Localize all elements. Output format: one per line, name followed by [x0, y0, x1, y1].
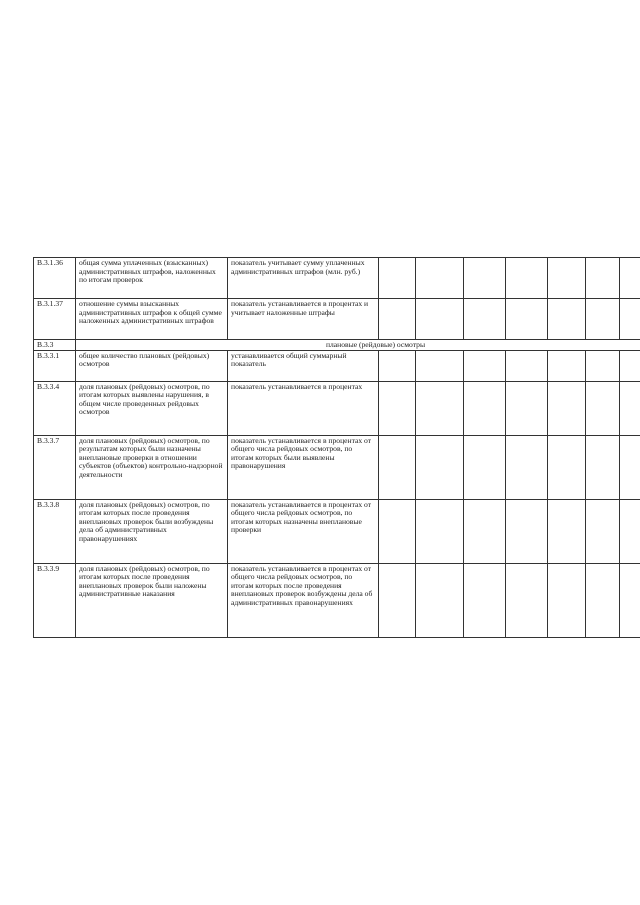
- document-sheet: [33, 257, 640, 638]
- value-cell: [548, 435, 586, 499]
- value-cell: [506, 258, 548, 299]
- indicator-method: показатель устанавливается в процентах и учитывает наложенные штрафы: [228, 299, 379, 340]
- value-cell: [586, 435, 620, 499]
- value-cell: [416, 350, 464, 381]
- value-cell: [416, 563, 464, 637]
- indicator-code: В.3.3.4: [34, 381, 76, 435]
- value-cell: [379, 350, 416, 381]
- value-cell: [379, 258, 416, 299]
- value-cell: [548, 381, 586, 435]
- value-cell: [620, 350, 640, 381]
- value-cell: [506, 299, 548, 340]
- value-cell: [506, 435, 548, 499]
- value-cell: [586, 299, 620, 340]
- indicator-code: В.3.3.1: [34, 350, 76, 381]
- section-row: [34, 340, 640, 351]
- value-cell: [416, 435, 464, 499]
- value-cell: [586, 499, 620, 563]
- value-cell: [379, 435, 416, 499]
- value-cell: [586, 258, 620, 299]
- value-cell: [464, 499, 506, 563]
- value-cell: [620, 563, 640, 637]
- value-cell: [586, 350, 620, 381]
- value-cell: [548, 563, 586, 637]
- indicator-code: В.3.1.37: [34, 299, 76, 340]
- value-cell: [620, 499, 640, 563]
- value-cell: [464, 563, 506, 637]
- value-cell: [464, 258, 506, 299]
- indicator-code: В.3.3.9: [34, 563, 76, 637]
- table-row: [34, 350, 640, 381]
- indicator-method: показатель устанавливается в процентах от общего числа рейдовых осмотров, по итогам которых после проведения внеплановых проверок возбуждены дела об административных правонарушениях: [228, 563, 379, 637]
- indicator-method: устанавливается общий суммарный показатель: [228, 350, 379, 381]
- value-cell: [464, 435, 506, 499]
- value-cell: [586, 381, 620, 435]
- value-cell: [548, 258, 586, 299]
- indicator-method: показатель устанавливается в процентах: [228, 381, 379, 435]
- indicator-name: общее количество плановых (рейдовых) осмотров: [76, 350, 228, 381]
- value-cell: [464, 299, 506, 340]
- value-cell: [620, 299, 640, 340]
- indicator-name: доля плановых (рейдовых) осмотров, по итогам которых после проведения внеплановых проверок были наложены административные наказания: [76, 563, 228, 637]
- table-row: [34, 499, 640, 563]
- indicator-code: В.3.3.8: [34, 499, 76, 563]
- value-cell: [379, 381, 416, 435]
- table-row: [34, 563, 640, 637]
- value-cell: [548, 499, 586, 563]
- value-cell: [379, 299, 416, 340]
- value-cell: [506, 381, 548, 435]
- value-cell: [620, 258, 640, 299]
- table-row: [34, 299, 640, 340]
- table-body: [34, 258, 640, 638]
- value-cell: [548, 299, 586, 340]
- indicator-name: доля плановых (рейдовых) осмотров, по итогам которых после проведения внеплановых проверок были возбуждены дела об административных правонарушениях: [76, 499, 228, 563]
- indicators-table: [33, 257, 640, 638]
- value-cell: [464, 350, 506, 381]
- table-row: [34, 258, 640, 299]
- value-cell: [620, 381, 640, 435]
- indicator-name: отношение суммы взысканных административных штрафов к общей сумме наложенных административных штрафов: [76, 299, 228, 340]
- indicator-method: показатель устанавливается в процентах от общего числа рейдовых осмотров, по итогам которых назначены внеплановые проверки: [228, 499, 379, 563]
- indicator-method: показатель устанавливается в процентах от общего числа рейдовых осмотров, по итогам которых были выявлены правонарушения: [228, 435, 379, 499]
- indicator-code: В.3.1.36: [34, 258, 76, 299]
- value-cell: [379, 499, 416, 563]
- value-cell: [548, 350, 586, 381]
- table-row: [34, 381, 640, 435]
- value-cell: [416, 381, 464, 435]
- value-cell: [586, 563, 620, 637]
- table-row: [34, 435, 640, 499]
- value-cell: [620, 435, 640, 499]
- indicator-name: доля плановых (рейдовых) осмотров, по итогам которых выявлены нарушения, в общем числе проведенных рейдовых осмотров: [76, 381, 228, 435]
- indicator-method: показатель учитывает сумму уплаченных административных штрафов (млн. руб.): [228, 258, 379, 299]
- indicator-code: В.3.3: [34, 340, 76, 351]
- section-title: плановые (рейдовые) осмотры: [76, 340, 640, 351]
- indicator-name: доля плановых (рейдовых) осмотров, по результатам которых были назначены внеплановые проверки в отношении субъектов (объектов) контрольно-надзорной деятельности: [76, 435, 228, 499]
- value-cell: [506, 350, 548, 381]
- value-cell: [464, 381, 506, 435]
- indicator-code: В.3.3.7: [34, 435, 76, 499]
- indicator-name: общая сумма уплаченных (взысканных) административных штрафов, наложенных по итогам проверок: [76, 258, 228, 299]
- value-cell: [379, 563, 416, 637]
- value-cell: [506, 499, 548, 563]
- value-cell: [416, 499, 464, 563]
- value-cell: [416, 299, 464, 340]
- value-cell: [506, 563, 548, 637]
- value-cell: [416, 258, 464, 299]
